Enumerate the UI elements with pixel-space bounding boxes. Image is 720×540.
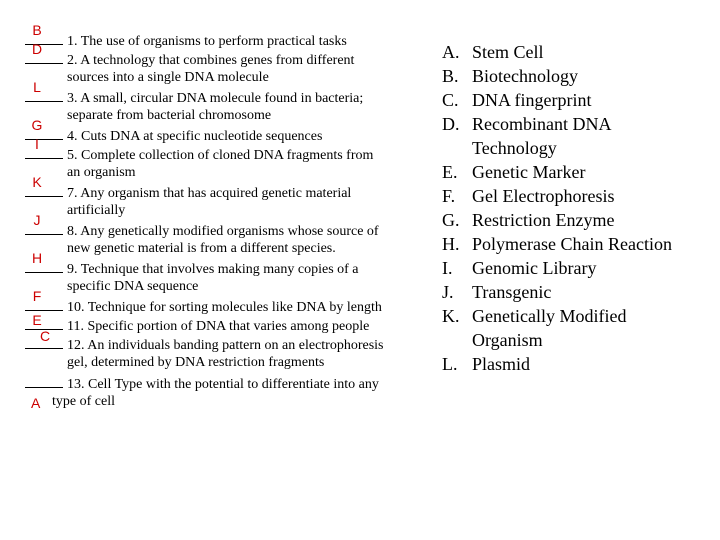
answer-blank[interactable] (25, 79, 63, 102)
question-8-continued: new genetic material is from a different species. (67, 241, 336, 256)
question-text: 11. Specific portion of DNA that varies among people (67, 319, 370, 334)
answer-letter: F (32, 288, 42, 304)
question-9-continued: specific DNA sequence (67, 279, 199, 294)
question-text: 5. Complete collection of cloned DNA fragments from (67, 148, 374, 163)
answer-letter: E (32, 312, 42, 328)
question-text: 8. Any genetically modified organisms whose source of (67, 224, 379, 239)
answer-letter: I (35, 136, 39, 152)
answer-blank[interactable] (25, 136, 63, 159)
question-13 (25, 373, 379, 394)
option-l: L. Plasmid (442, 354, 531, 374)
answer-letter: L (33, 79, 41, 95)
question-5-continued: an organism (67, 165, 136, 180)
answer-blank[interactable] (25, 288, 63, 311)
question-8 (25, 212, 379, 241)
option-c: C. DNA fingerprint (442, 90, 592, 110)
question-11 (25, 312, 370, 336)
answer-blank[interactable] (25, 250, 63, 273)
option-j: J. Transgenic (442, 282, 552, 302)
question-13-continued: type of cell (52, 394, 115, 409)
question-12-continued: gel, determined by DNA restriction fragments (67, 355, 325, 370)
question-text: 12. An individuals banding pattern on an electrophoresis (67, 338, 384, 353)
question-text: 10. Technique for sorting molecules like DNA by length (67, 300, 382, 315)
answer-letter: H (31, 250, 43, 266)
answer-letter-13: A (31, 395, 41, 411)
option-b: B. Biotechnology (442, 66, 578, 86)
option-d: D. Recombinant DNA (442, 114, 612, 134)
question-3 (25, 79, 364, 108)
option-i: I. Genomic Library (442, 258, 597, 278)
option-f: F. Gel Electrophoresis (442, 186, 615, 206)
question-4 (25, 117, 323, 146)
question-text: 1. The use of organisms to perform practical tasks (67, 34, 347, 49)
question-text: 2. A technology that combines genes from different (67, 53, 355, 68)
option-k: K. Genetically Modified (442, 306, 627, 326)
answer-letter: J (33, 212, 41, 228)
answer-letter: G (31, 117, 43, 133)
question-text: 4. Cuts DNA at specific nucleotide sequences (67, 129, 323, 144)
question-text: 3. A small, circular DNA molecule found in bacteria; (67, 91, 364, 106)
question-text: 9. Technique that involves making many copies of a (67, 262, 359, 277)
question-12 (25, 328, 384, 355)
answer-letter: C (39, 328, 51, 344)
question-7-continued: artificially (67, 203, 126, 218)
option-d-continued: Technology (472, 138, 557, 158)
question-1 (25, 22, 347, 51)
question-10 (25, 288, 382, 317)
question-9 (25, 250, 359, 279)
option-k-continued: Organism (472, 330, 543, 350)
answer-letter: B (32, 22, 42, 38)
answer-blank[interactable] (25, 174, 63, 197)
question-2-continued: sources into a single DNA molecule (67, 70, 269, 85)
question-text: 7. Any organism that has acquired genetic material (67, 186, 352, 201)
answer-blank[interactable] (25, 373, 63, 388)
option-g: G. Restriction Enzyme (442, 210, 615, 230)
option-h: H. Polymerase Chain Reaction (442, 234, 672, 254)
option-e: E. Genetic Marker (442, 162, 586, 182)
question-text: 13. Cell Type with the potential to differentiate into any (67, 377, 379, 392)
answer-letter: K (32, 174, 42, 190)
question-7 (25, 174, 352, 203)
answer-blank[interactable] (25, 328, 63, 349)
option-a: A. Stem Cell (442, 42, 544, 62)
answer-letter: D (31, 41, 43, 57)
question-3-continued: separate from bacterial chromosome (67, 108, 272, 123)
answer-blank[interactable] (25, 41, 63, 64)
answer-blank[interactable] (25, 212, 63, 235)
